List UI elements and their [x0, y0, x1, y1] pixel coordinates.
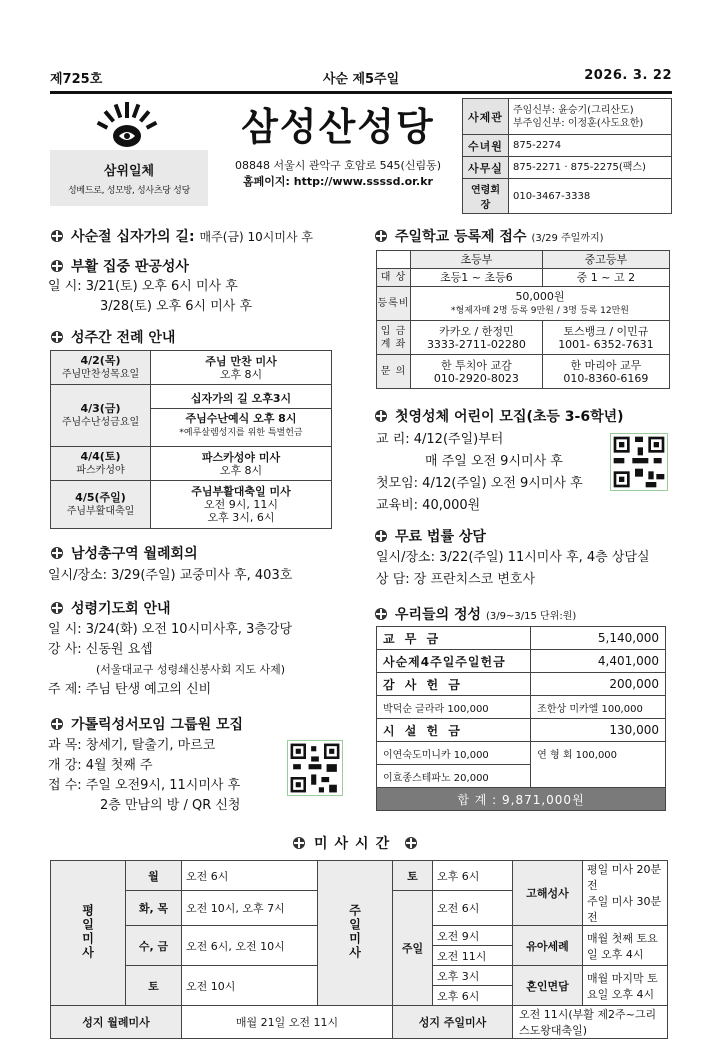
account-2: 토스뱅크 / 이민규 1001- 6352-7631	[542, 321, 669, 355]
holyweek-day-cell: 4/3(금) 주님수난성금요일	[51, 385, 151, 447]
sunday-time: 오전 6시	[433, 891, 513, 926]
holyweek-day-cell: 4/5(주일) 주님부활대축일	[51, 481, 151, 529]
elementary-target: 초등1 ~ 초등6	[411, 269, 543, 287]
holyweek-table	[50, 350, 332, 529]
church-homepage[interactable]: 홈페이지: http://www.ssssd.or.kr	[243, 175, 433, 188]
church-address: 08848 서울시 관악구 호암로 545(신림동)	[234, 159, 442, 172]
cross-flower-icon	[48, 229, 66, 243]
bible-section	[48, 714, 243, 734]
top-divider	[50, 91, 672, 94]
shrine-sunday-time: 오전 11시(부활 제2주~그리스도왕대축일)	[513, 1006, 668, 1039]
holyweek-day-cell: 4/4(토) 파스카성야	[51, 447, 151, 481]
spirit-line-2: 강 사: 신동원 요셉	[48, 642, 153, 657]
elementary-header: 초등부	[411, 251, 543, 269]
inquiry-2: 한 마리아 교무 010-8360-6169	[542, 355, 669, 389]
school-title: 주일학교 등록제 접수	[395, 229, 527, 245]
school-table	[376, 250, 670, 389]
men-title: 남성총구역 월례회의	[71, 546, 198, 562]
passion-service: 주님수난예식 오후 8시 *예루살렘성지를 위한 특별헌금	[179, 411, 303, 438]
contact-key: 연령회장	[463, 179, 509, 214]
stations-detail: 매주(금) 10시미사 후	[199, 229, 313, 244]
cross-flower-icon	[48, 546, 66, 560]
sunday-mass-label: 주일미사	[318, 861, 393, 1006]
offering-label: 시 설 헌 금	[377, 719, 531, 742]
contact-key: 사무실	[463, 157, 509, 179]
spirit-line-4: 주 제: 주님 탄생 예고의 신비	[48, 682, 212, 697]
church-address-block	[218, 158, 458, 190]
confession-label: 고해성사	[513, 861, 583, 926]
church-name-title: 삼성산성당	[241, 104, 435, 149]
cross-flower-icon	[290, 836, 308, 850]
holyweek-title: 성주간 전례 안내	[71, 330, 176, 346]
school-section	[372, 226, 604, 246]
stations-title: 사순절 십자가의 길:	[71, 229, 195, 245]
weekday-time: 오전 6시	[182, 861, 318, 891]
account-key: 입 금 계 좌	[377, 321, 411, 355]
offering-amount: 130,000	[531, 719, 666, 742]
associate-pastor-name: 부주임신부: 이정훈(사도요한)	[513, 117, 644, 129]
baptism-time: 매월 첫째 토요일 오후 4시	[583, 926, 668, 966]
church-logo-icon	[95, 98, 159, 156]
inquiry-key: 문 의	[377, 355, 411, 389]
spirit-section	[48, 598, 171, 618]
offering-amount: 200,000	[531, 673, 666, 696]
offering-amount: 4,401,000	[531, 650, 666, 673]
contact-key: 사제관	[463, 99, 509, 135]
sunday-time: 오후 6시	[433, 986, 513, 1006]
men-section	[48, 543, 198, 563]
communion-line-2: 매 주일 오전 9시미사 후	[425, 454, 563, 469]
saturday-time: 오후 6시	[433, 861, 513, 891]
school-note: (3/29 주일까지)	[531, 232, 604, 244]
bible-line-1: 과 목: 창세기, 탈출기, 마르코	[48, 738, 216, 753]
top-bar	[50, 68, 672, 88]
penance-title: 부활 집중 판공성사	[71, 259, 189, 275]
middle-high-target: 중 1 ~ 고 2	[542, 269, 669, 287]
communion-line-3: 첫모임: 4/12(주일) 오전 9시미사 후	[376, 476, 583, 491]
penance-section	[48, 256, 189, 276]
mass-times-title: 미사시간	[314, 836, 397, 852]
cross-flower-icon	[372, 607, 390, 621]
offering-amount: 5,140,000	[531, 627, 666, 650]
holyweek-day-cell: 4/2(목) 주님만찬성목요일	[51, 351, 151, 385]
cross-flower-icon	[402, 836, 420, 850]
offering-note: (3/9~3/15 단위:원)	[486, 610, 577, 622]
holyweek-section	[48, 327, 175, 347]
shrine-monthly-time: 매월 21일 오전 11시	[182, 1006, 393, 1039]
communion-line-4: 교육비: 40,000원	[376, 498, 481, 513]
weekday-day: 토	[126, 966, 182, 1006]
offering-table	[376, 626, 666, 811]
communion-line-1: 교 리: 4/12(주일)부터	[376, 432, 504, 447]
bible-title: 가톨릭성서모임 그룹원 모집	[71, 717, 244, 733]
cross-flower-icon	[48, 717, 66, 731]
marriage-time: 매월 마지막 토요일 오후 4시	[583, 966, 668, 1006]
sunday-time: 오전 9시	[433, 926, 513, 946]
weekday-time: 오전 10시, 오후 7시	[182, 891, 318, 926]
confession-times: 평일 미사 20분 전 주일 미사 30분 전	[583, 861, 668, 926]
contact-table	[462, 98, 672, 214]
contact-key: 수녀원	[463, 135, 509, 157]
shrine-sunday-label: 성지 주일미사	[393, 1006, 513, 1039]
cross-flower-icon	[372, 529, 390, 543]
weekday-time: 오전 10시	[182, 966, 318, 1006]
weekday-time: 오전 6시, 오전 10시	[182, 926, 318, 966]
weekday-mass-label: 평일미사	[51, 861, 126, 1006]
offering-title: 우리들의 정성	[395, 607, 482, 623]
saturday-label: 토	[393, 861, 433, 891]
penance-line-1: 일 시: 3/21(토) 오후 6시 미사 후	[48, 279, 238, 294]
contact-value	[509, 99, 672, 135]
stations-section	[48, 226, 313, 246]
sunday-time: 오후 3시	[433, 966, 513, 986]
fee-key: 등록비	[377, 287, 411, 321]
target-key: 대 상	[377, 269, 411, 287]
donor-entry: 박덕순 글라라 100,000	[377, 696, 531, 719]
offering-section	[372, 604, 576, 624]
contact-value: 875-2274	[509, 135, 672, 157]
mass-times-table	[50, 860, 668, 1039]
shrine-monthly-label: 성지 월례미사	[51, 1006, 182, 1039]
donor-entry: 이연숙도미니카 10,000	[377, 742, 531, 765]
cross-flower-icon	[48, 259, 66, 273]
offering-label: 교 무 금	[377, 627, 531, 650]
bible-line-4: 2층 만남의 방 / QR 신청	[100, 798, 241, 813]
mass-times-heading	[290, 833, 440, 853]
communion-title: 첫영성체 어린이 모집(초등 3-6학년)	[395, 409, 624, 425]
spirit-title: 성령기도회 안내	[71, 601, 171, 617]
bible-line-2: 개 강: 4월 첫째 주	[48, 758, 153, 773]
holyweek-detail-cell	[151, 385, 332, 447]
legal-line-2: 상 담: 장 프란치스코 변호사	[376, 572, 536, 587]
spirit-line-1: 일 시: 3/24(화) 오전 10시미사후, 3층강당	[48, 622, 293, 637]
offering-total: 합 계 : 9,871,000원	[377, 788, 666, 811]
offering-label: 감 사 헌 금	[377, 673, 531, 696]
issue-date: 2026. 3. 22	[584, 68, 672, 83]
pastor-name: 주임신부: 윤승기(그리산도)	[513, 104, 634, 116]
weekday-day: 월	[126, 861, 182, 891]
account-1: 카카오 / 한정민 3333-2711-02280	[411, 321, 543, 355]
weekday-day: 수, 금	[126, 926, 182, 966]
spirit-line-3: (서울대교구 성령쇄신봉사회 지도 사제)	[96, 663, 286, 676]
inquiry-1: 한 투치아 교감 010-2920-8023	[411, 355, 543, 389]
donor-entry: 연 형 회 100,000	[531, 742, 666, 788]
contact-value: 875-2271 · 875-2275(팩스)	[509, 157, 672, 179]
holyweek-detail-cell: 주님부활대축일 미사 오전 9시, 11시 오후 3시, 6시	[151, 481, 332, 529]
middle-high-header: 중고등부	[542, 251, 669, 269]
patron-saints: 성베드로, 성모방, 성사츠당 성당	[68, 186, 190, 196]
cross-flower-icon	[372, 409, 390, 423]
qr-code-icon[interactable]	[610, 433, 668, 491]
donor-entry: 이효종스테파노 20,000	[377, 765, 531, 788]
legal-section	[372, 526, 486, 546]
sunday-label: 주일	[393, 891, 433, 1006]
fee-cell: 50,000원 *형제자매 2명 등록 9만원 / 3명 등록 12만원	[411, 287, 670, 321]
cross-flower-icon	[48, 330, 66, 344]
cross-flower-icon	[48, 601, 66, 615]
men-line: 일시/장소: 3/29(주일) 교중미사 후, 403호	[48, 568, 293, 583]
baptism-label: 유아세례	[513, 926, 583, 966]
sunday-time: 오전 11시	[433, 946, 513, 966]
cross-flower-icon	[372, 229, 390, 243]
bible-line-3: 접 수: 주일 오전9시, 11시미사 후	[48, 778, 241, 793]
marriage-label: 혼인면담	[513, 966, 583, 1006]
donor-entry: 조한상 미카엘 100,000	[531, 696, 666, 719]
liturgical-week: 사순 제5주일	[322, 72, 400, 87]
motto: 삼위일체	[103, 164, 155, 179]
legal-title: 무료 법률 상담	[395, 529, 486, 545]
holyweek-detail-cell: 주님 만찬 미사 오후 8시	[151, 351, 332, 385]
communion-section	[372, 406, 624, 426]
stations-of-cross: 십자가의 길 오후3시	[151, 389, 331, 409]
penance-line-2: 3/28(토) 오후 6시 미사 후	[100, 299, 253, 314]
holyweek-detail-cell: 파스카성야 미사 오후 8시	[151, 447, 332, 481]
offering-label: 사순제4주일주일헌금	[377, 650, 531, 673]
qr-code-icon[interactable]	[287, 740, 343, 796]
issue-number: 제725호	[50, 72, 103, 87]
weekday-day: 화, 목	[126, 891, 182, 926]
legal-line-1: 일시/장소: 3/22(주일) 11시미사 후, 4층 상담실	[376, 550, 650, 565]
motto-box	[50, 150, 208, 206]
contact-value: 010-3467-3338	[509, 179, 672, 214]
